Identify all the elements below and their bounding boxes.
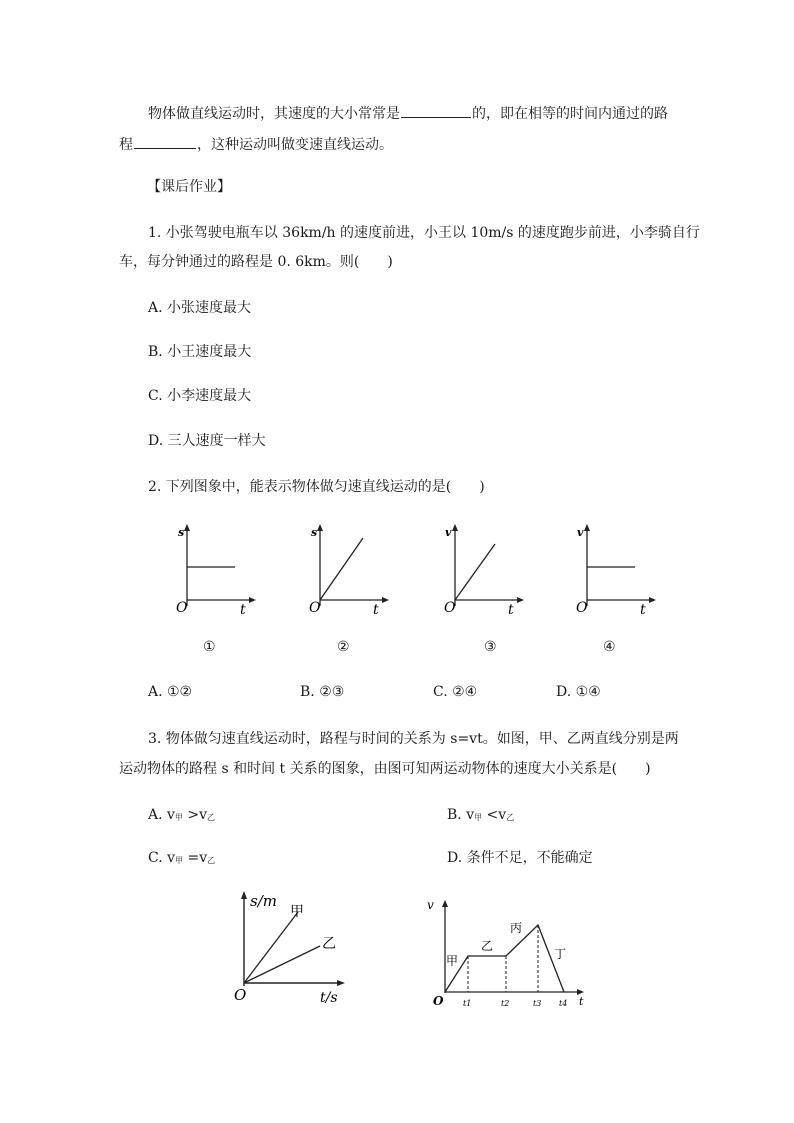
label-jia: 甲 (446, 954, 459, 968)
graph-caption-1: ① (203, 639, 216, 655)
q1-stem-line-2: 车，每分钟通过的路程是 0. 6km。则( ) (119, 254, 393, 270)
q1-stem-line-1: 1. 小张驾驶电瓶车以 36km/h 的速度前进，小王以 10m/s 的速度跑步前进，小李骑自行 (148, 225, 700, 241)
origin-label: O (309, 600, 321, 614)
x-label: t/s (320, 990, 338, 1006)
line-jia (244, 912, 298, 983)
x-label: t (579, 995, 584, 1008)
graph-caption-2: ② (337, 639, 350, 655)
tick-t4: t4 (559, 999, 568, 1008)
label-jia: 甲 (290, 904, 304, 920)
tick-t2: t2 (501, 999, 510, 1008)
x-label: t (373, 602, 379, 614)
q2-option-d[interactable]: D. ①④ (556, 684, 601, 700)
y-label: s (311, 526, 318, 539)
origin-label: O (576, 600, 588, 614)
y-arrow (452, 524, 458, 531)
intro-text: 程 (119, 137, 133, 153)
q3-option-b[interactable]: B. v甲 <v乙 (447, 807, 515, 823)
q1-option-b[interactable]: B. 小王速度最大 (148, 344, 252, 360)
graph-line (320, 538, 363, 600)
graph-line (455, 544, 495, 600)
x-label: t (240, 602, 246, 614)
q3-option-d[interactable]: D. 条件不足，不能确定 (447, 850, 593, 866)
q2-option-b[interactable]: B. ②③ (300, 684, 345, 700)
q3-graph-left (230, 888, 360, 1008)
intro-line-1 (148, 103, 668, 124)
y-label: s (178, 526, 185, 539)
label-yi: 乙 (481, 939, 494, 953)
q3-stem-line-2: 运动物体的路程 s 和时间 t 关系的图象，由图可知两运动物体的速度大小关系是( ) (119, 761, 651, 777)
q2-graph-3 (440, 522, 530, 614)
tick-t3: t3 (533, 999, 542, 1008)
q3-stem-line-1: 3. 物体做匀速直线运动时，路程与时间的关系为 s=vt。如图，甲、乙两直线分别是两 (148, 731, 679, 747)
section-title: 【课后作业】 (147, 179, 231, 195)
q1-option-c[interactable]: C. 小李速度最大 (148, 388, 252, 404)
label-bing: 丙 (510, 921, 523, 935)
origin-label: O (444, 600, 456, 614)
origin-label: O (234, 986, 247, 1004)
line-yi (244, 946, 320, 983)
q2-option-c[interactable]: C. ②④ (433, 684, 478, 700)
q2-graph-1 (172, 522, 262, 614)
x-arrow (382, 597, 389, 603)
q3-option-a[interactable]: A. v甲 >v乙 (148, 807, 216, 823)
y-label: v (577, 526, 584, 539)
q1-option-d[interactable]: D. 三人速度一样大 (148, 433, 266, 449)
y-arrow (442, 900, 448, 907)
x-label: t (640, 602, 646, 614)
y-arrow (317, 524, 323, 531)
x-arrow (337, 980, 345, 986)
tick-t1: t1 (463, 999, 472, 1008)
label-ding: 丁 (554, 947, 567, 961)
y-arrow (184, 524, 190, 531)
q1-option-a[interactable]: A. 小张速度最大 (148, 300, 252, 316)
q2-graph-2 (305, 522, 395, 614)
intro-text: 的，即在相等的时间内通过的路 (472, 106, 668, 122)
answer-blank[interactable] (401, 103, 471, 118)
graph-caption-4: ④ (603, 639, 616, 655)
q2-graph-4 (572, 522, 662, 614)
x-arrow (649, 597, 656, 603)
x-label: t (508, 602, 514, 614)
q2-option-a[interactable]: A. ①② (148, 684, 193, 700)
origin-label: O (433, 994, 444, 1008)
y-label: v (427, 898, 434, 912)
y-label: s/m (250, 892, 277, 910)
x-arrow (249, 597, 256, 603)
velocity-curve (445, 925, 567, 992)
y-arrow (241, 891, 247, 899)
graph-caption-3: ③ (484, 639, 497, 655)
q2-stem: 2. 下列图象中，能表示物体做匀速直线运动的是( ) (148, 479, 485, 495)
answer-blank[interactable] (134, 134, 196, 149)
y-arrow (584, 524, 590, 531)
intro-text: 物体做直线运动时，其速度的大小常常是 (148, 106, 400, 122)
x-arrow (517, 597, 524, 603)
q3-option-c[interactable]: C. v甲 =v乙 (148, 850, 216, 866)
origin-label: O (176, 600, 188, 614)
y-label: v (445, 526, 452, 539)
intro-text: ，这种运动叫做变速直线运动。 (197, 137, 393, 153)
label-yi: 乙 (322, 936, 336, 952)
q3-graph-right (425, 895, 595, 1015)
intro-line-2 (119, 134, 393, 155)
